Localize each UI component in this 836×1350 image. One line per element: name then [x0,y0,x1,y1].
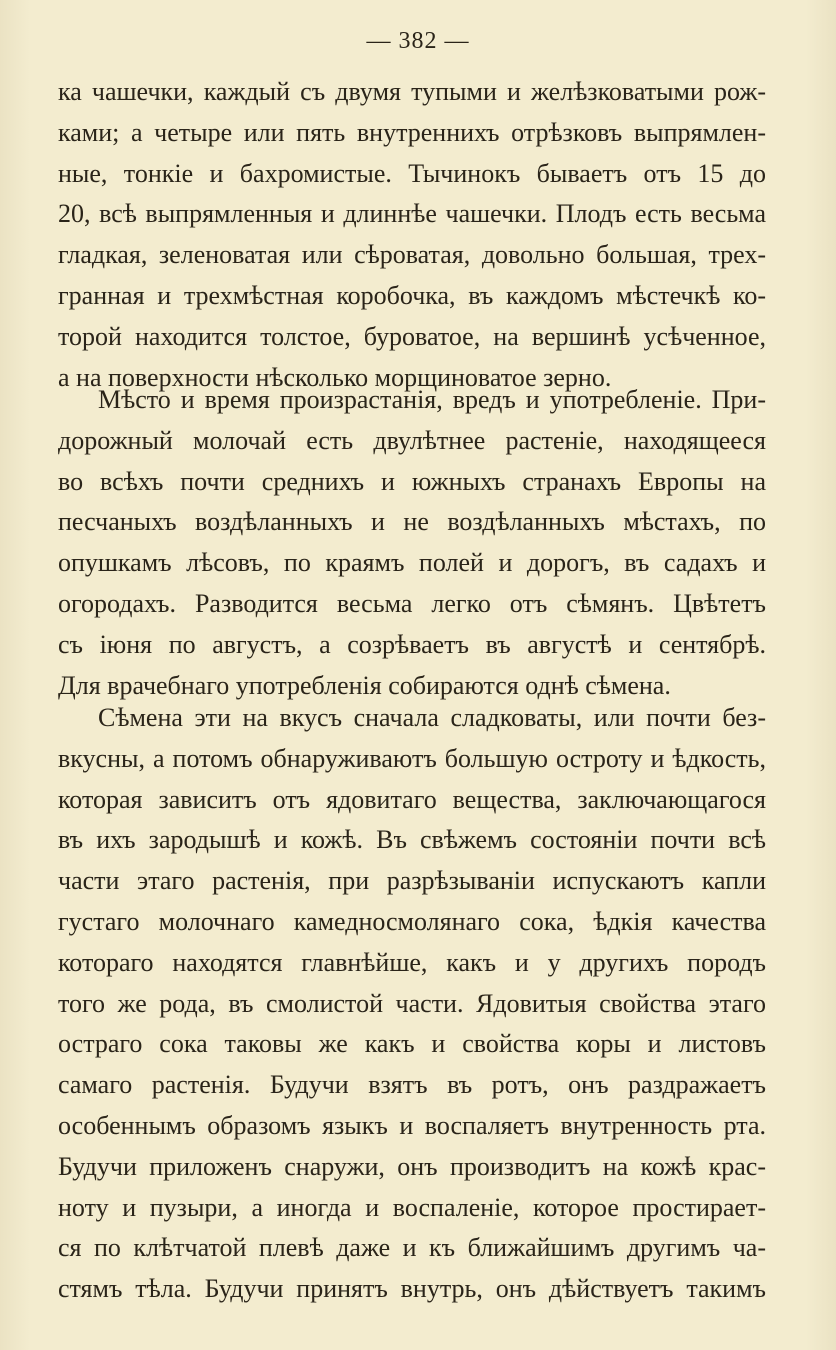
text-line: того же рода, въ смолистой части. Ядовитыя свойства этаго [58,988,766,1018]
text-line: ноту и пузыри, а иногда и воспаленіе, которое простирает- [58,1192,766,1222]
text-line: ка чашечки, каждый съ двумя тупыми и желѣзковатыми рож- [58,77,766,106]
text-line: остраго сока таковы же какъ и свойства коры и листовъ [58,1029,766,1059]
paragraph-seeds [58,698,766,1310]
text-line: гладкая, зеленоватая или сѣроватая, довольно большая, трех- [58,240,766,270]
text-line: вкусны, а потомъ обнаруживаютъ большую остроту и ѣдкость, [58,743,766,773]
text-line: Для врачебнаго употребленія собираются однѣ сѣмена. [58,670,671,700]
paragraph-description [58,72,766,398]
paragraph-habitat [58,380,766,706]
text-line: котораго находятся главнѣйше, какъ и у другихъ породъ [58,947,766,977]
text-line: во всѣхъ почти среднихъ и южныхъ странахъ Европы на [58,466,766,496]
text-line: Будучи приложенъ снаружи, онъ производитъ на кожѣ крас- [58,1151,766,1181]
page-number: — 382 — [366,28,470,54]
text-line: стямъ тѣла. Будучи принятъ внутрь, онъ дѣйствуетъ такимъ [58,1274,766,1304]
text-line: части этаго растенія, при разрѣзываніи испускаютъ капли [58,866,766,896]
text-line: песчаныхъ воздѣланныхъ и не воздѣланныхъ мѣстахъ, по [58,507,766,537]
text-line: особеннымъ образомъ языкъ и воспаляетъ внутренность рта. [58,1110,766,1140]
text-line: гранная и трехмѣстная коробочка, въ каждомъ мѣстечкѣ ко- [58,280,766,310]
text-line: дорожный молочай есть двулѣтнее растеніе, находящееся [58,425,766,455]
text-line: огородахъ. Разводится весьма легко отъ сѣмянъ. Цвѣтетъ [58,588,766,618]
text-line: съ іюня по августъ, а созрѣваетъ въ августѣ и сентябрѣ. [58,629,766,659]
text-line: Мѣсто и время произрастанія, вредъ и употребленіе. При- [98,385,766,414]
text-line: ками; а четыре или пять внутреннихъ отрѣзковъ выпрямлен- [58,117,766,147]
text-line: густаго молочнаго камедносмолянаго сока, ѣдкія качества [58,906,766,936]
text-line: въ ихъ зародышѣ и кожѣ. Въ свѣжемъ состояніи почти всѣ [58,825,766,855]
text-line: 20, всѣ выпрямленныя и длиннѣе чашечки. Плодъ есть весьма [58,199,766,229]
text-line: самаго растенія. Будучи взятъ въ ротъ, онъ раздражаетъ [58,1070,766,1100]
text-line: ся по клѣтчатой плевѣ даже и къ ближайшимъ другимъ ча- [58,1233,766,1263]
text-line: Сѣмена эти на вкусъ сначала сладковаты, или почти без- [98,703,766,732]
text-line: которая зависитъ отъ ядовитаго вещества, заключающагося [58,784,766,814]
text-line: а на поверхности нѣсколько морщиноватое зерно. [58,362,612,392]
text-line: опушкамъ лѣсовъ, по краямъ полей и дорогъ, въ садахъ и [58,548,766,578]
text-line: ные, тонкіе и бахромистые. Тычинокъ бываетъ отъ 15 до [58,158,766,188]
text-line: торой находится толстое, буроватое, на вершинѣ усѣченное, [58,321,766,351]
